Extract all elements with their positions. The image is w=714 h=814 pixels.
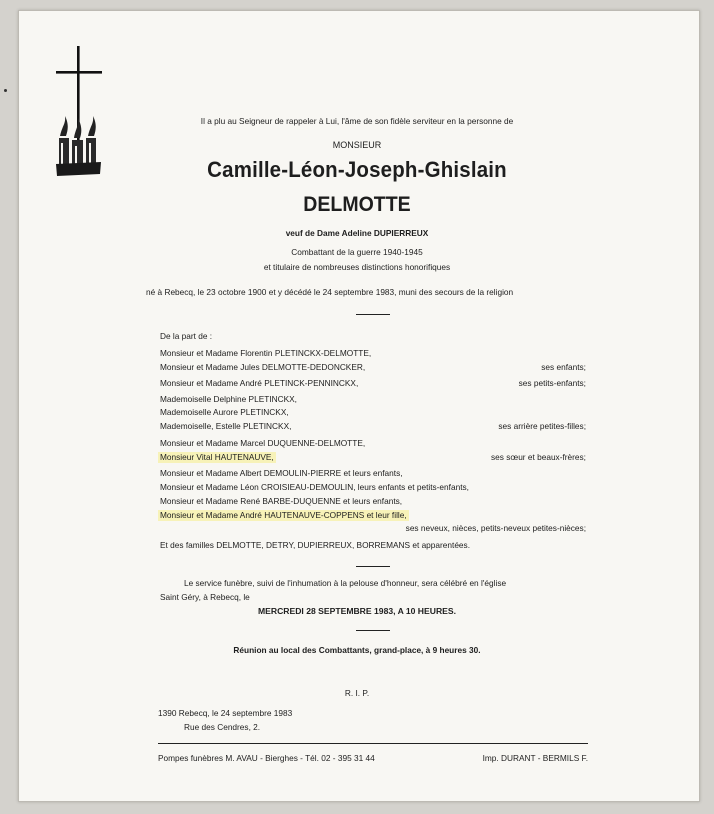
family-name: Monsieur et Madame Florentin PLETINCKX-DELMOTTE, [160,348,372,358]
footer-rule [158,743,588,744]
family-name: Monsieur et Madame André PLETINCK-PENNINCKX, [160,378,359,388]
family-name: Mademoiselle Aurore PLETINCKX, [160,407,289,417]
divider [356,566,390,567]
footer-funeral-home: Pompes funèbres M. AVAU - Bierghes - Tél. 02 - 395 31 44 [158,753,375,763]
birth-death-line: né à Rebecq, le 23 octobre 1900 et y décédé le 24 septembre 1983, muni des secours de la religion [146,287,514,297]
family-relation: ses petits-enfants; [518,378,586,388]
intro-text: Il a plu au Seigneur de rappeler à Lui, l'âme de son fidèle serviteur en la personne de [200,116,514,126]
divider [356,630,390,631]
address-line-1: 1390 Rebecq, le 24 septembre 1983 [158,708,293,718]
family-name: Monsieur Vital HAUTENAUVE, [160,452,274,462]
family-name: Mademoiselle Delphine PLETINCKX, [160,394,297,404]
combatant-line: Combattant de la guerre 1940-1945 [291,247,423,257]
families-line: Et des familles DELMOTTE, DETRY, DUPIERREUX, BORREMANS et apparentées. [160,540,471,550]
footer-printer: Imp. DURANT - BERMILS F. [482,753,588,763]
given-names: Camille-Léon-Joseph-Ghislain [207,157,507,182]
service-line-1: Le service funèbre, suivi de l'inhumation à la pelouse d'honneur, sera célébré en l'église [184,578,507,588]
divider [356,314,390,315]
family-relation: ses sœur et beaux-frères; [491,452,586,462]
family-name: Monsieur et Madame René BARBE-DUQUENNE et leurs enfants, [160,496,403,506]
surname: DELMOTTE [303,193,411,216]
family-name: Monsieur et Madame Jules DELMOTTE-DEDONCKER, [160,362,366,372]
family-name: Monsieur et Madame Albert DEMOULIN-PIERRE et leurs enfants, [160,468,403,478]
scan-speck [4,89,7,92]
widower-line: veuf de Dame Adeline DUPIERREUX [285,228,429,238]
family-name: Monsieur et Madame Léon CROISIEAU-DEMOULIN, leurs enfants et petits-enfants, [160,482,469,492]
rip-text: R. I. P. [344,688,370,698]
mourning-card [18,10,700,802]
nephews-relation: ses neveux, nièces, petits-neveux petites-nièces; [405,523,586,533]
family-intro: De la part de : [160,331,213,341]
family-relation: ses arrière petites-filles; [498,421,586,431]
service-line-2: Saint Géry, à Rebecq, le [160,592,250,602]
service-date: MERCREDI 28 SEPTEMBRE 1983, A 10 HEURES. [257,606,457,616]
family-name: Mademoiselle, Estelle PLETINCKX, [160,421,292,431]
family-name-highlighted: Monsieur et Madame André HAUTENAUVE-COPPENS et leur fille, [160,510,407,520]
reunion-line: Réunion au local des Combattants, grand-place, à 9 heures 30. [233,645,481,655]
family-relation: ses enfants; [541,362,586,372]
address-line-2: Rue des Cendres, 2. [184,722,261,732]
family-name: Monsieur et Madame Marcel DUQUENNE-DELMOTTE, [160,438,366,448]
honorific: MONSIEUR [332,140,382,150]
distinctions-line: et titulaire de nombreuses distinctions honorifiques [263,262,451,272]
